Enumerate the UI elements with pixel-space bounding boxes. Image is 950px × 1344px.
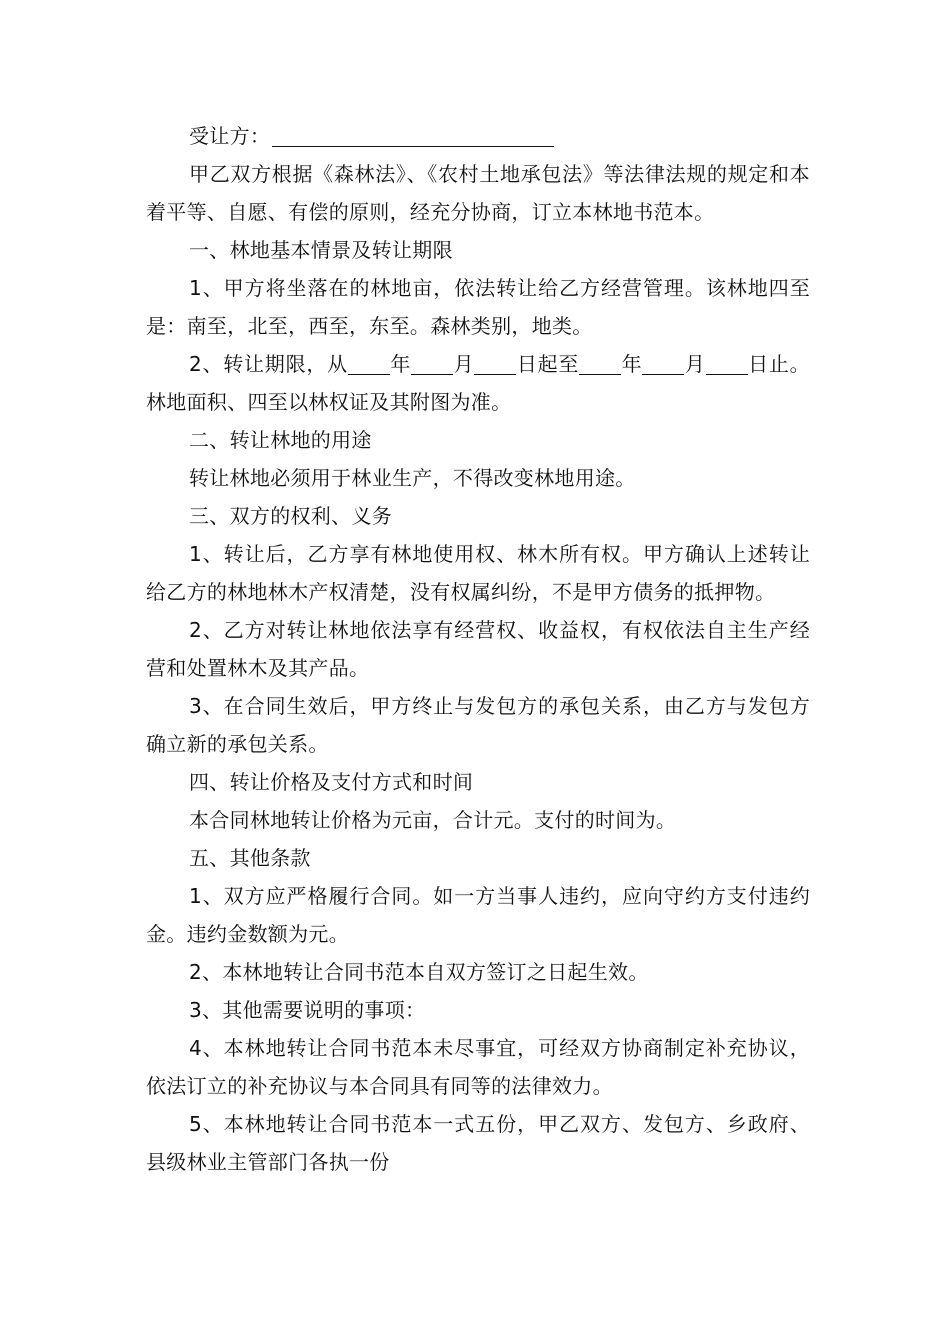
start-day-blank	[474, 350, 516, 375]
transferee-label: 受让方：	[189, 124, 271, 148]
end-year-blank	[579, 350, 621, 375]
end-day-blank	[706, 350, 748, 375]
clause-1-1: 1、甲方将坐落在的林地亩，依法转让给乙方经营管理。该林地四至是：南至，北至，西至，东至。森林类别，地类。	[146, 276, 810, 338]
start-month-blank	[411, 350, 453, 375]
term-end-month-label: 月	[684, 352, 706, 376]
document-body	[146, 117, 810, 1181]
clause-5-5: 5、本林地转让合同书范本一式五份，甲乙双方、发包方、乡政府、县级林业主管部门各执一份	[146, 1112, 810, 1174]
term-end-year-label: 年	[621, 352, 643, 376]
clause-5-3: 3、其他需要说明的事项：	[189, 998, 426, 1022]
section-heading-3: 三、双方的权利、义务	[189, 504, 392, 528]
term-day-to-label: 日起至	[516, 352, 580, 376]
term-year-label: 年	[389, 352, 412, 376]
section-heading-4: 四、转让价格及支付方式和时间	[189, 770, 474, 794]
term-month-label: 月	[453, 352, 475, 376]
start-year-blank	[348, 350, 390, 375]
clause-2: 转让林地必须用于林业生产，不得改变林地用途。	[189, 466, 636, 490]
term-text-end: 日止。林地面积、四至以林权证及其附图为准。	[146, 352, 810, 414]
clause-3-2: 2、乙方对转让林地依法享有经营权、收益权，有权依法自主生产经营和处置林木及其产品。	[146, 618, 810, 680]
section-heading-1: 一、林地基本情景及转让期限	[189, 238, 453, 262]
end-month-blank	[642, 350, 684, 375]
section-heading-2: 二、转让林地的用途	[189, 428, 372, 452]
section-heading-5: 五、其他条款	[189, 846, 311, 870]
clause-1-2	[146, 345, 810, 421]
clause-3-3: 3、在合同生效后，甲方终止与发包方的承包关系，由乙方与发包方确立新的承包关系。	[146, 694, 810, 756]
clause-5-4: 4、本林地转让合同书范本未尽事宜，可经双方协商制定补充协议，依法订立的补充协议与本合同具有同等的法律效力。	[146, 1036, 810, 1098]
clause-4: 本合同林地转让价格为元亩，合计元。支付的时间为。	[189, 808, 677, 832]
clause-5-1: 1、双方应严格履行合同。如一方当事人违约，应向守约方支付违约金。违约金数额为元。	[146, 884, 810, 946]
term-text-start: 2、转让期限，从	[189, 352, 348, 376]
clause-5-2: 2、本林地转让合同书范本自双方签订之日起生效。	[189, 960, 649, 984]
intro-paragraph: 甲乙双方根据《森林法》、《农村土地承包法》等法律法规的规定和本着平等、自愿、有偿的原则，经充分协商，订立本林地书范本。	[146, 162, 810, 224]
transferee-blank	[272, 122, 554, 147]
transferee-line	[146, 117, 810, 155]
clause-3-1: 1、转让后，乙方享有林地使用权、林木所有权。甲方确认上述转让给乙方的林地林木产权清楚，没有权属纠纷，不是甲方债务的抵押物。	[146, 542, 810, 604]
